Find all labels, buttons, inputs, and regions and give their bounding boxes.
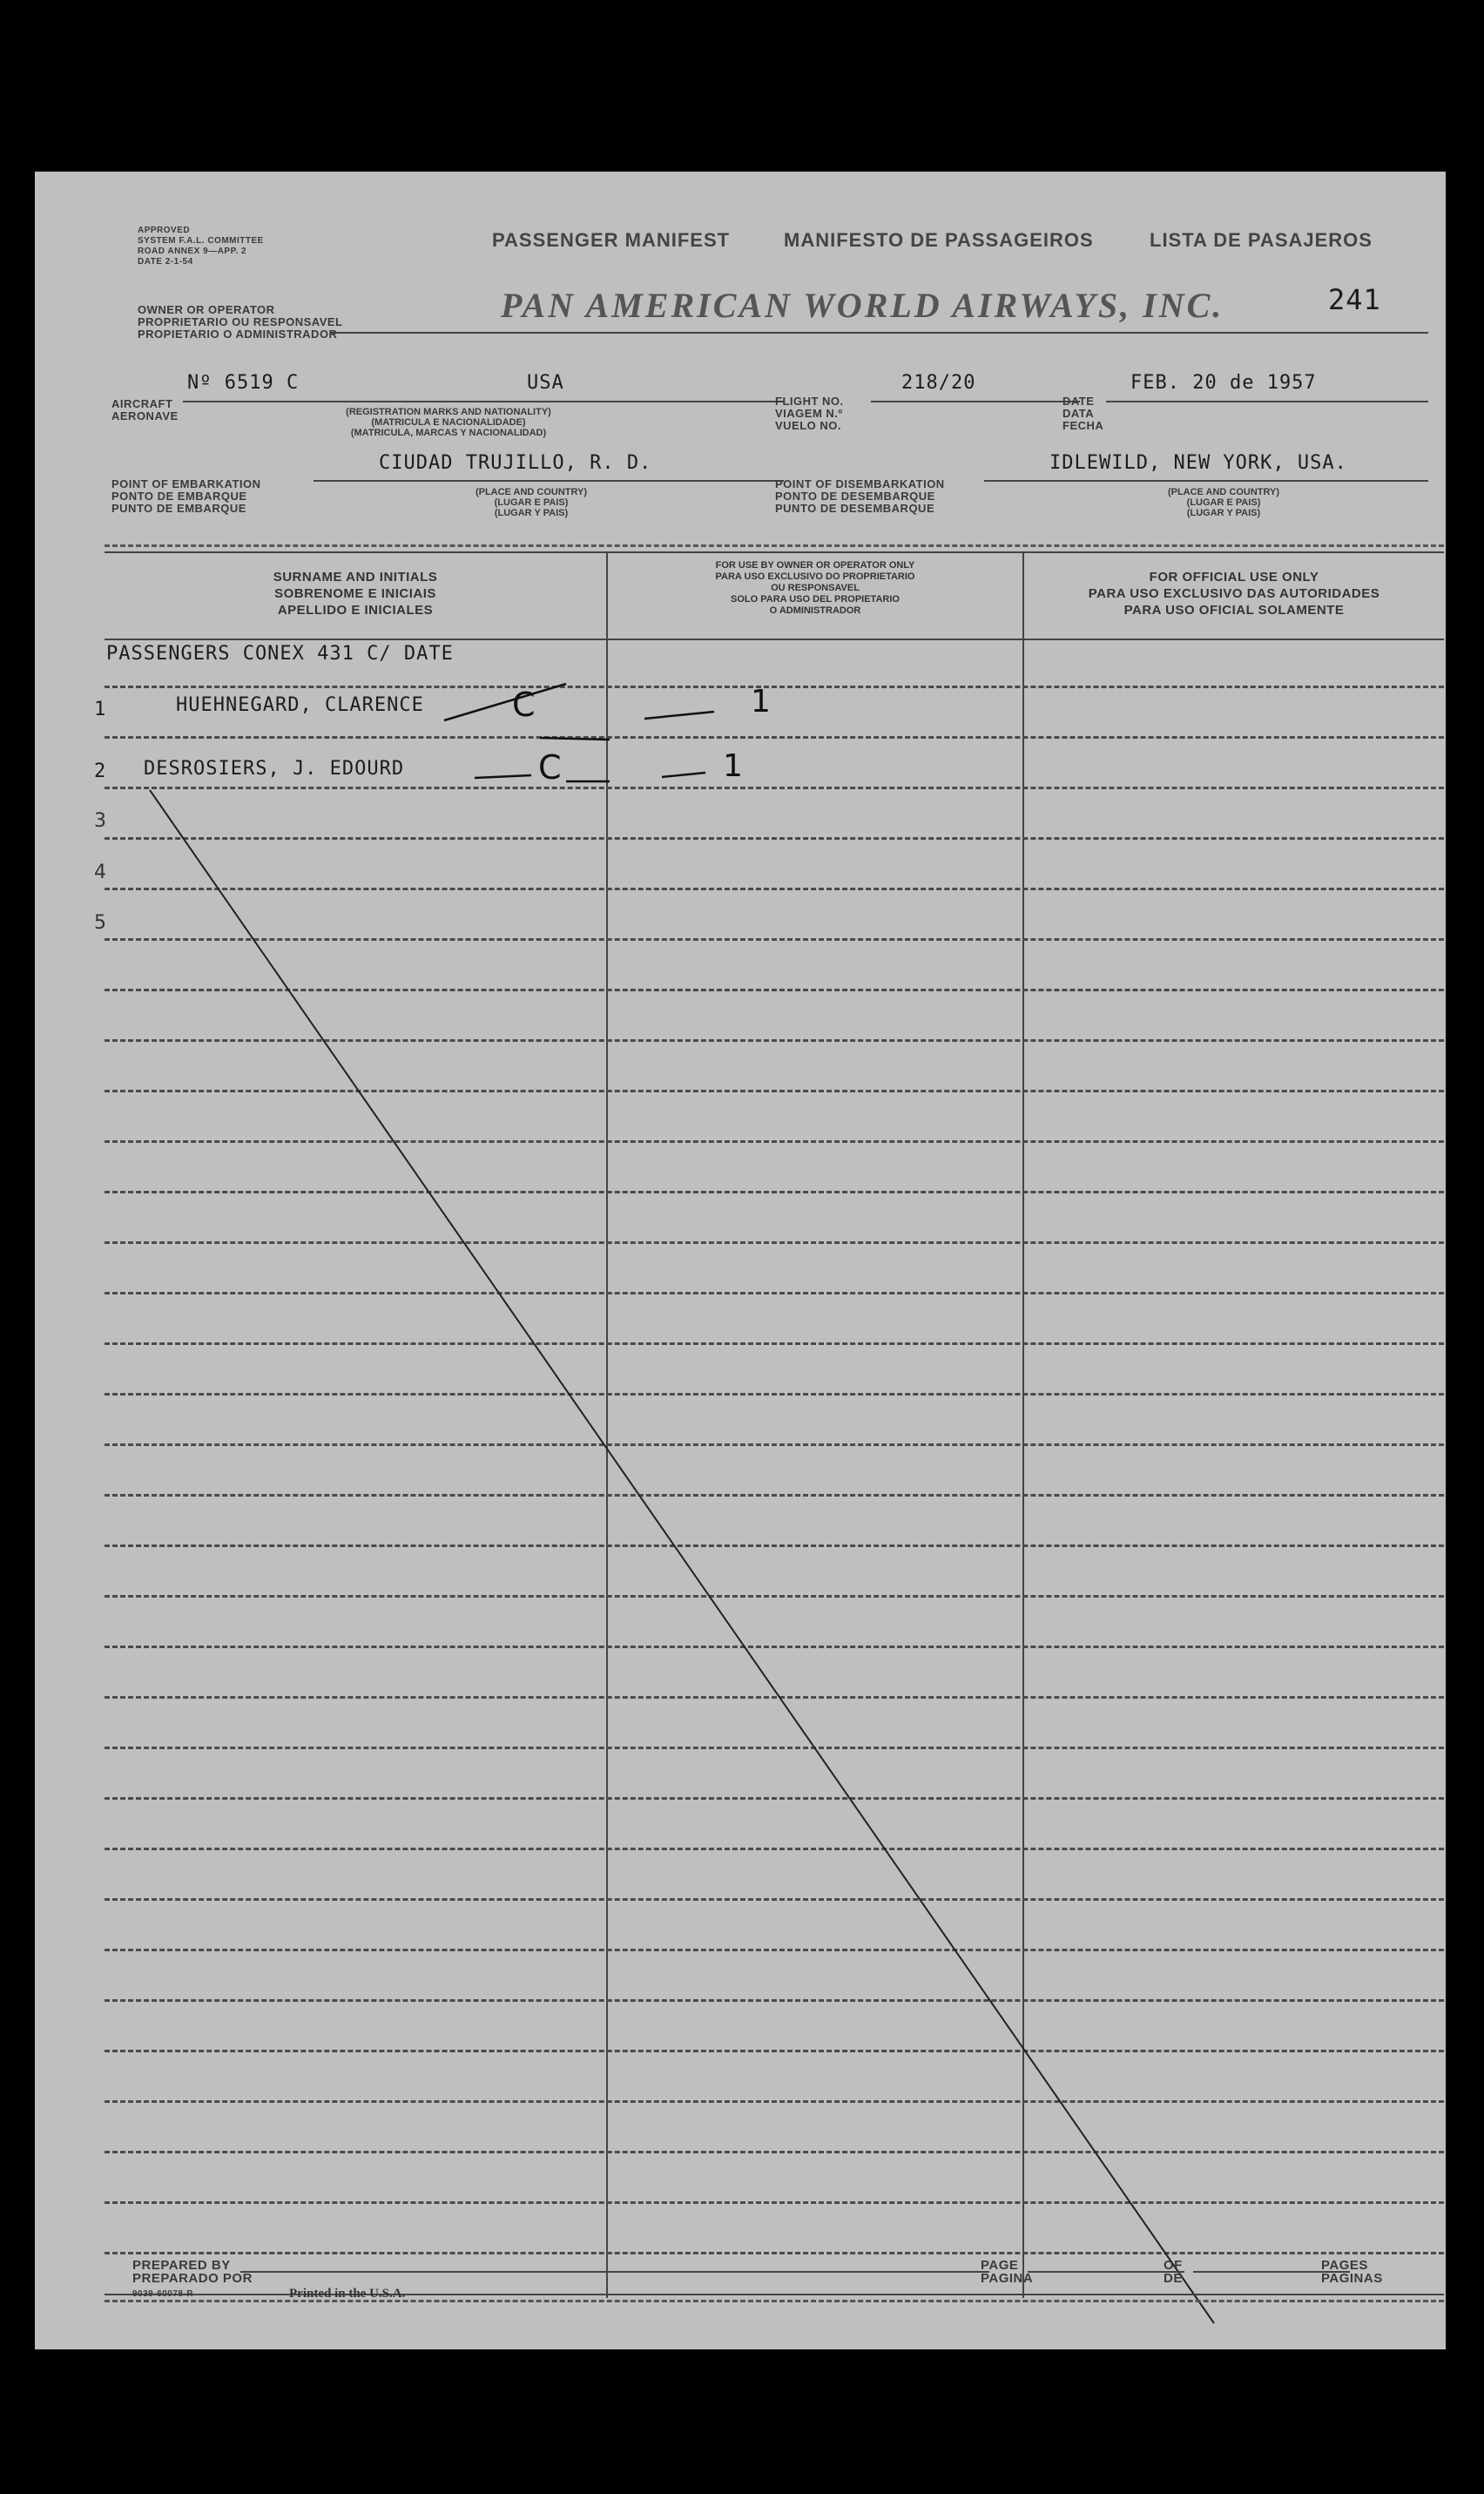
column-header-line: PARA USO EXCLUSIVO DO PROPRIETARIO <box>715 571 915 582</box>
column-header-line: PARA USO EXCLUSIVO DAS AUTORIDADES <box>1088 586 1380 601</box>
flight-date: FEB. 20 de 1957 <box>1130 372 1317 394</box>
column-header-line: FOR USE BY OWNER OR OPERATOR ONLY <box>715 560 915 571</box>
caption-line: (MATRICULA, MARCAS Y NACIONALIDAD) <box>350 428 547 438</box>
approval-line: ROAD ANNEX 9—APP. 2 <box>138 247 247 256</box>
printed-note: Printed in the U.S.A. <box>289 2287 406 2301</box>
owner-label-line: PROPRIETARIO OU RESPONSAVEL <box>138 315 343 328</box>
strike-stroke <box>444 684 566 720</box>
caption-line: (LUGAR E PAIS) <box>494 497 569 508</box>
owner-label-line: OWNER OR OPERATOR <box>138 303 275 316</box>
flight-number: 218/20 <box>901 372 976 394</box>
embark-label-line: POINT OF EMBARKATION <box>111 477 261 490</box>
column-header-line: O ADMINISTRADOR <box>769 605 861 616</box>
caption-line: (PLACE AND COUNTRY) <box>1167 487 1280 497</box>
approval-line: APPROVED <box>138 226 191 235</box>
title-portuguese: MANIFESTO DE PASSAGEIROS <box>784 229 1094 251</box>
passengers-heading: PASSENGERS CONEX 431 C/ DATE <box>106 643 454 665</box>
strike-stroke <box>662 773 705 777</box>
flight-label-line: VUELO NO. <box>775 419 842 432</box>
aircraft-nationality: USA <box>527 372 564 394</box>
column-header-line: FOR OFFICIAL USE ONLY <box>1149 570 1319 585</box>
of-label-line: DE <box>1164 2271 1183 2286</box>
pages-label-line: PAGES <box>1321 2258 1368 2273</box>
handwritten-mark: C <box>512 686 536 724</box>
disembark-label-line: POINT OF DISEMBARKATION <box>775 477 945 490</box>
prepared-by-label: PREPARED BY <box>132 2258 231 2273</box>
owner-label-line: PROPIETARIO O ADMINISTRADOR <box>138 328 338 341</box>
approval-line: DATE 2-1-54 <box>138 257 193 267</box>
pages-label-line: PAGINAS <box>1321 2271 1383 2286</box>
company-name: PAN AMERICAN WORLD AIRWAYS, INC. <box>501 286 1224 325</box>
approval-line: SYSTEM F.A.L. COMMITTEE <box>138 236 264 246</box>
pages-label <box>1321 2259 1383 2285</box>
column-header-line: PARA USO OFICIAL SOLAMENTE <box>1123 603 1345 618</box>
column-header-line: SOBRENOME E INICIAIS <box>274 586 436 601</box>
caption-line: (LUGAR E PAIS) <box>1186 497 1261 508</box>
column-header-line: OU RESPONSAVEL <box>771 583 860 593</box>
row-number: 5 <box>94 912 107 934</box>
row-number: 2 <box>94 760 107 782</box>
form-number: 9039-60078-R <box>132 2289 193 2299</box>
of-label <box>1164 2259 1183 2285</box>
embark-label-line: PONTO DE EMBARQUE <box>111 490 247 503</box>
diagonal-cancel-line <box>150 790 1214 2323</box>
flight-label-line: FLIGHT NO. <box>775 395 844 408</box>
disembark-label-line: PONTO DE DESEMBARQUE <box>775 490 935 503</box>
passenger-name: HUEHNEGARD, CLARENCE <box>176 694 424 716</box>
page-underline <box>1028 2271 1184 2273</box>
page-label-line: PAGE <box>981 2258 1019 2273</box>
strike-stroke <box>475 775 531 778</box>
column-header-line: SOLO PARA USO DEL PROPIETARIO <box>731 594 900 605</box>
title-spanish: LISTA DE PASAJEROS <box>1150 229 1373 251</box>
title-english: PASSENGER MANIFEST <box>492 229 731 251</box>
page-label-line: PAGINA <box>981 2271 1034 2286</box>
prepared-por-label: PREPARADO POR <box>132 2271 253 2286</box>
pen-strokes <box>35 172 1446 2349</box>
disembark-value: IDLEWILD, NEW YORK, USA. <box>1049 452 1347 474</box>
row-number: 4 <box>94 862 107 883</box>
page-number: 241 <box>1328 283 1381 316</box>
aircraft-label-line: AERONAVE <box>111 409 179 422</box>
embark-label-line: PUNTO DE EMBARQUE <box>111 502 246 515</box>
prepared-underline <box>240 2271 989 2273</box>
embark-value: CIUDAD TRUJILLO, R. D. <box>379 452 652 474</box>
row-number: 3 <box>94 810 107 832</box>
caption-line: (LUGAR Y PAIS) <box>494 508 569 518</box>
caption-line: (LUGAR Y PAIS) <box>1186 508 1261 518</box>
flight-label-line: VIAGEM N.º <box>775 407 843 420</box>
date-label-line: DATE <box>1062 395 1095 408</box>
date-label-line: FECHA <box>1062 419 1104 432</box>
strike-stroke <box>540 738 610 740</box>
handwritten-mark: 1 <box>723 748 743 784</box>
disembark-label-line: PUNTO DE DESEMBARQUE <box>775 502 935 515</box>
prepared-block <box>132 2259 253 2285</box>
column-header-line: SURNAME AND INITIALS <box>273 570 438 585</box>
of-label-line: OF <box>1164 2258 1183 2273</box>
date-label-line: DATA <box>1062 407 1095 420</box>
passenger-name: DESROSIERS, J. EDOURD <box>144 758 405 780</box>
manifest-sheet <box>35 172 1446 2349</box>
strike-stroke <box>644 712 714 719</box>
caption-line: (REGISTRATION MARKS AND NATIONALITY) <box>346 407 551 417</box>
aircraft-number: Nº 6519 C <box>187 372 300 394</box>
handwritten-mark: C <box>538 748 562 787</box>
aircraft-label-line: AIRCRAFT <box>111 397 173 410</box>
row-number: 1 <box>94 699 107 720</box>
caption-line: (MATRICULA E NACIONALIDADE) <box>371 417 526 428</box>
column-header-line: APELLIDO E INICIALES <box>277 603 434 618</box>
handwritten-mark: 1 <box>751 684 771 720</box>
page-label <box>981 2259 1033 2285</box>
caption-line: (PLACE AND COUNTRY) <box>475 487 588 497</box>
